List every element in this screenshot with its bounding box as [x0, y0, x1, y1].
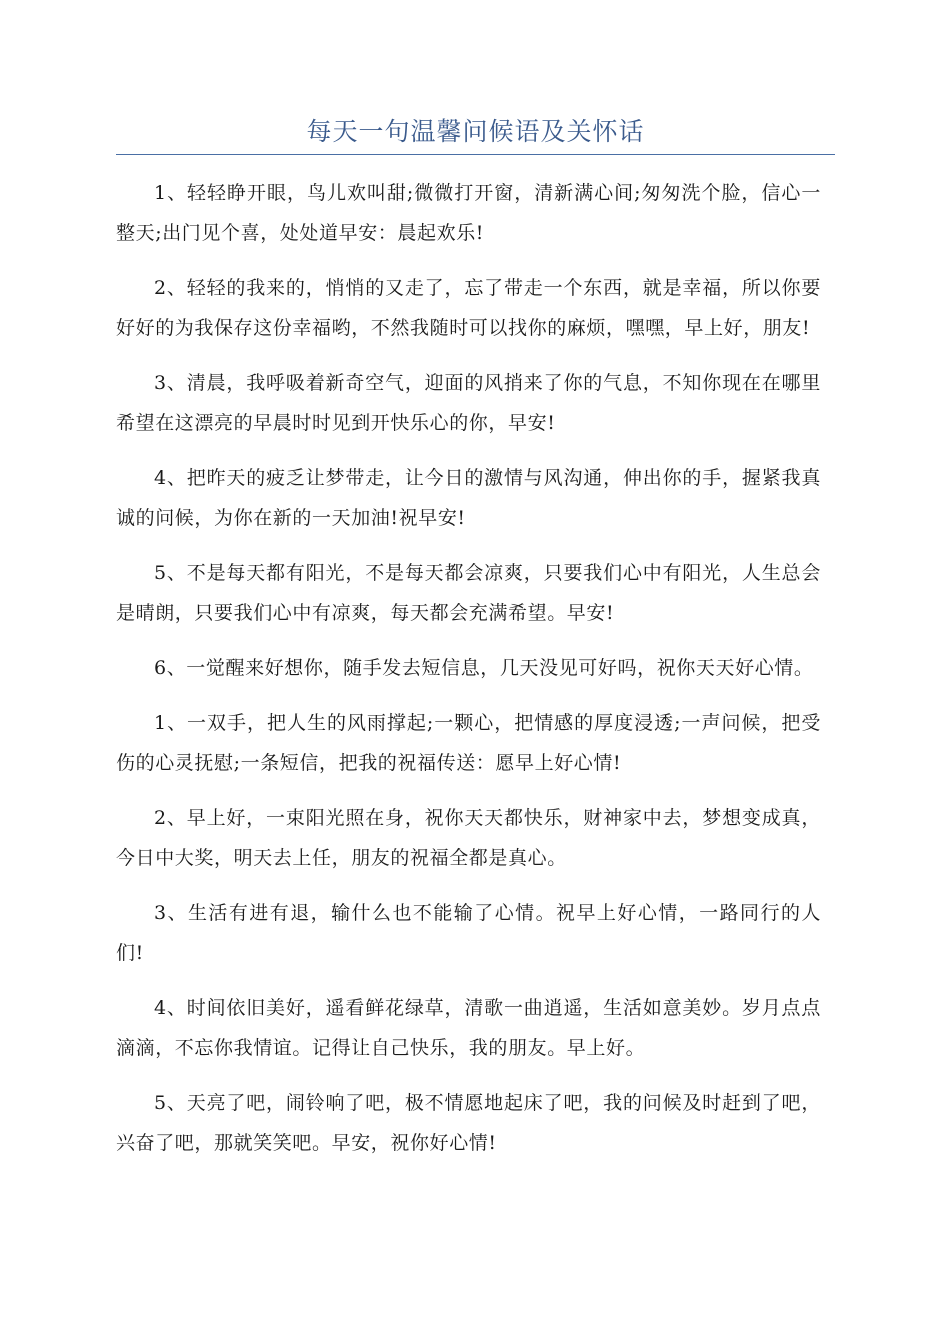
paragraph: 5、天亮了吧，闹铃响了吧，极不情愿地起床了吧，我的问候及时赶到了吧，兴奋了吧，那就笑笑吧。早安，祝你好心情!: [116, 1092, 821, 1154]
paragraph: 5、不是每天都有阳光，不是每天都会凉爽，只要我们心中有阳光，人生总会是晴朗，只要我们心中有凉爽，每天都会充满希望。早安!: [116, 562, 821, 624]
paragraph: 1、轻轻睁开眼，鸟儿欢叫甜;微微打开窗，清新满心间;匆匆洗个脸，信心一整天;出门见个喜，处处道早安：晨起欢乐!: [116, 182, 821, 244]
paragraph: 4、把昨天的疲乏让梦带走，让今日的激情与风沟通，伸出你的手，握紧我真诚的问候，为你在新的一天加油!祝早安!: [116, 467, 821, 529]
title-underline: [116, 154, 835, 155]
paragraph: 4、时间依旧美好，遥看鲜花绿草，清歌一曲逍遥，生活如意美妙。岁月点点滴滴，不忘你我情谊。记得让自己快乐，我的朋友。早上好。: [116, 997, 821, 1059]
page-title: 每天一句温馨问候语及关怀话: [306, 117, 645, 146]
paragraph: 3、清晨，我呼吸着新奇空气，迎面的风捎来了你的气息，不知你现在在哪里希望在这漂亮的早晨时时见到开快乐心的你，早安!: [116, 372, 821, 434]
paragraph: 2、轻轻的我来的，悄悄的又走了，忘了带走一个东西，就是幸福，所以你要好好的为我保存这份幸福哟，不然我随时可以找你的麻烦，嘿嘿，早上好，朋友!: [116, 277, 821, 339]
paragraph: 3、生活有进有退，输什么也不能输了心情。祝早上好心情，一路同行的人们!: [116, 902, 821, 964]
paragraph: 2、早上好，一束阳光照在身，祝你天天都快乐，财神家中去，梦想变成真，今日中大奖，明天去上任，朋友的祝福全都是真心。: [116, 807, 821, 869]
paragraph: 6、一觉醒来好想你，随手发去短信息，几天没见可好吗，祝你天天好心情。: [154, 657, 814, 679]
document-body: [116, 173, 821, 1178]
paragraph: 1、一双手，把人生的风雨撑起;一颗心，把情感的厚度浸透;一声问候，把受伤的心灵抚慰;一条短信，把我的祝福传送：愿早上好心情!: [116, 712, 821, 774]
